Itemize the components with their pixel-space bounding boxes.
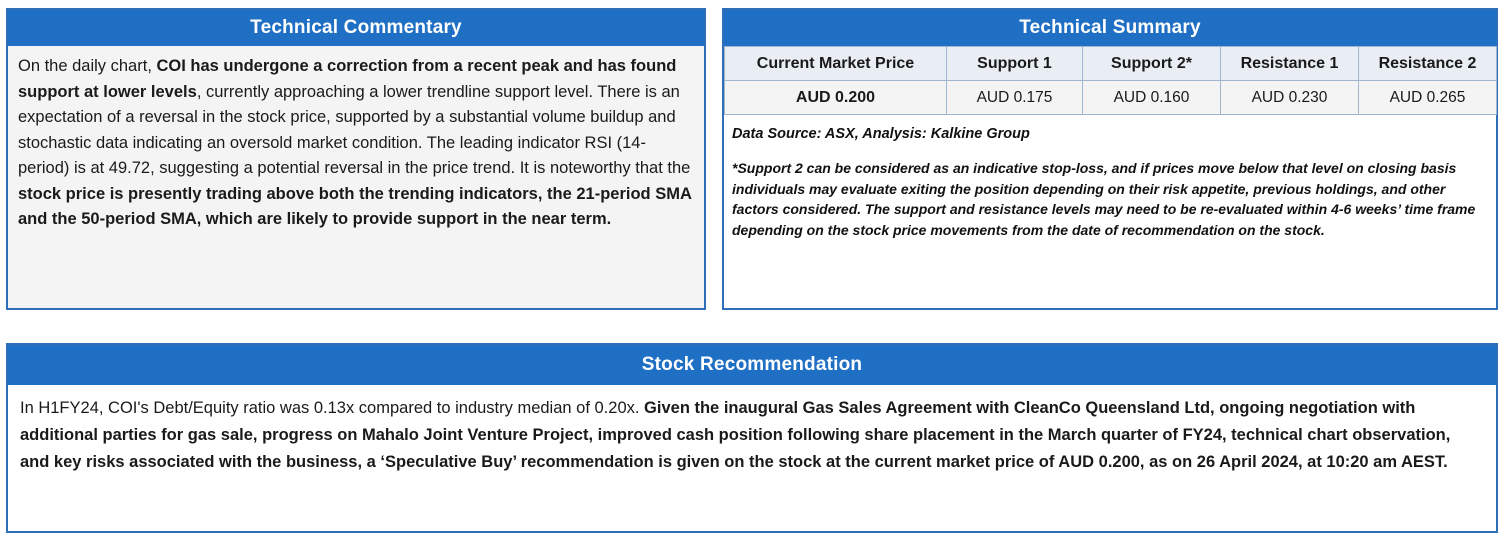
- stock-recommendation-panel: [6, 343, 1498, 533]
- technical-summary-panel: [722, 8, 1498, 310]
- cell-support-2: AUD 0.160: [1083, 81, 1221, 115]
- table-header-row: [725, 47, 1497, 81]
- stock-recommendation-text: In H1FY24, COI's Debt/Equity ratio was 0.13x compared to industry median of 0.20x. Given the inaugural Gas Sales Agreement with CleanCo Queensland Ltd, ongoing negotiation with additional parties for gas sale, progress on Mahalo Joint Venture Project, improved cash position following share placement in the March quarter of FY24, technical chart observation, and key risks associated with the business, a ‘Speculative Buy’ recommendation is given on the stock at the current market price of AUD 0.200, as on 26 April 2024, at 10:20 am AEST.: [8, 385, 1496, 486]
- technical-summary-table: [724, 46, 1497, 115]
- column-header-support-2: Support 2*: [1083, 47, 1221, 81]
- data-source-note: Data Source: ASX, Analysis: Kalkine Group: [732, 126, 1030, 142]
- column-header-resistance-2: Resistance 2: [1359, 47, 1497, 81]
- technical-commentary-text: On the daily chart, COI has undergone a correction from a recent peak and has found support at lower levels, currently approaching a lower trendline support level. There is an expectation of a reversal in the stock price, supported by a substantial volume buildup and stochastic data indicating an oversold market condition. The leading indicator RSI (14-period) is at 49.72, suggesting a potential reversal in the price trend. It is noteworthy that the stock price is presently trading above both the trending indicators, the 21-period SMA and the 50-period SMA, which are likely to provide support in the near term.: [8, 46, 704, 308]
- cell-resistance-2: AUD 0.265: [1359, 81, 1497, 115]
- technical-commentary-panel: [6, 8, 706, 310]
- cell-current-market-price: AUD 0.200: [725, 81, 947, 115]
- cell-resistance-1: AUD 0.230: [1221, 81, 1359, 115]
- support-disclaimer-note: *Support 2 can be considered as an indicative stop-loss, and if prices move below that level on closing basis individuals may evaluate exiting the position depending on their risk appetite, previous holdings, and other factors considered. The support and resistance levels may need to be re-evaluated within 4-6 weeks’ time frame depending on the stock price movements from the date of recommendation on the stock.: [732, 160, 1476, 238]
- table-row: [725, 81, 1497, 115]
- cell-support-1: AUD 0.175: [947, 81, 1083, 115]
- stock-recommendation-title: Stock Recommendation: [8, 345, 1496, 385]
- technical-summary-title: Technical Summary: [724, 10, 1496, 46]
- column-header-current-market-price: Current Market Price: [725, 47, 947, 81]
- technical-summary-notes: [724, 115, 1496, 240]
- technical-commentary-title: Technical Commentary: [8, 10, 704, 46]
- column-header-support-1: Support 1: [947, 47, 1083, 81]
- column-header-resistance-1: Resistance 1: [1221, 47, 1359, 81]
